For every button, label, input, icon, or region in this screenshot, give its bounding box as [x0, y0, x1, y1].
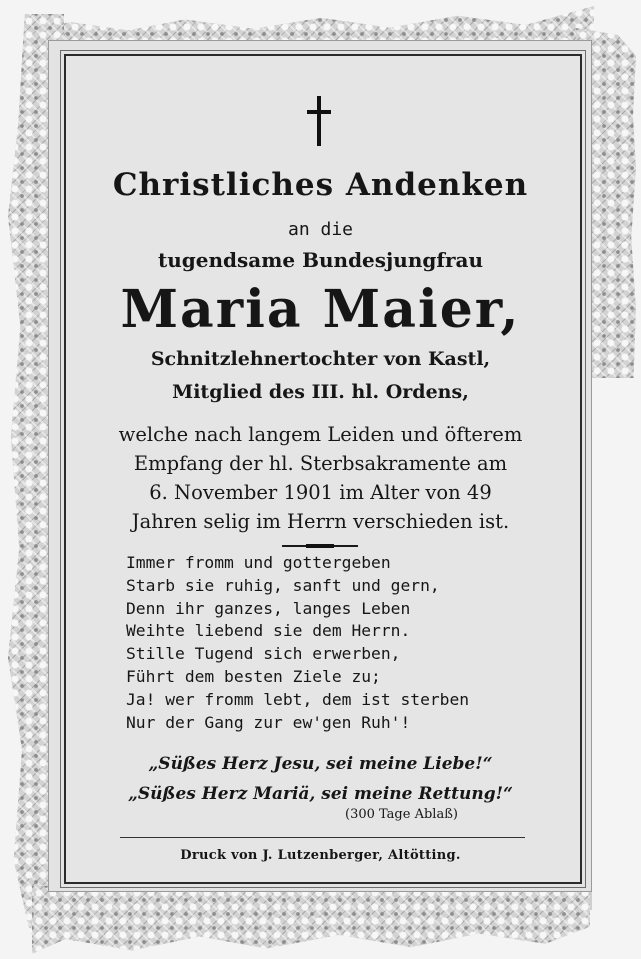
poem-line: Immer fromm und gottergeben [126, 553, 391, 572]
subtitle: tugendsame Bundesjungfrau [158, 248, 483, 272]
poem-line: Denn ihr ganzes, langes Leben [126, 598, 411, 618]
an-die-text: an die [287, 219, 354, 240]
indulgence-note: (300 Tage Ablaß) [345, 807, 458, 822]
poem-line: Weihte liebend sie dem Herrn. [126, 621, 411, 641]
ornamental-divider [282, 545, 358, 547]
cross-icon [306, 96, 332, 146]
poem-line: Führt dem besten Ziele zu; [126, 666, 381, 686]
body-line: 6. November 1901 im Alter von 49 [149, 481, 492, 504]
poem-line: Ja! wer fromm lebt, dem ist sterben [126, 689, 470, 709]
prayer-line-1: „Süßes Herz Jesu, sei meine Liebe!“ [148, 754, 493, 774]
description-line-2: Mitglied des III. hl. Ordens, [172, 381, 469, 403]
body-line: Jahren selig im Herrn verschieden ist. [131, 510, 510, 533]
body-line: Empfang der hl. Sterbsakramente am [133, 452, 508, 475]
card-title: Christliches Andenken [112, 167, 529, 203]
description-line-1: Schnitzlehnertochter von Kastl, [150, 348, 491, 370]
body-line: welche nach langem Leiden und öfterem [118, 423, 523, 446]
prayer-line-2: „Süßes Herz Mariä, sei meine Rettung!“ [128, 784, 513, 804]
poem-line: Starb sie ruhig, sanft und gern, [126, 575, 440, 595]
deceased-name: Maria Maier, [120, 279, 521, 340]
poem-line: Stille Tugend sich erwerben, [126, 644, 401, 664]
printer-credit: Druck von J. Lutzenberger, Altötting. [180, 848, 461, 863]
poem-line: Nur der Gang zur ew'gen Ruh'! [126, 712, 411, 732]
poem [126, 552, 546, 734]
footer-rule [120, 837, 525, 838]
